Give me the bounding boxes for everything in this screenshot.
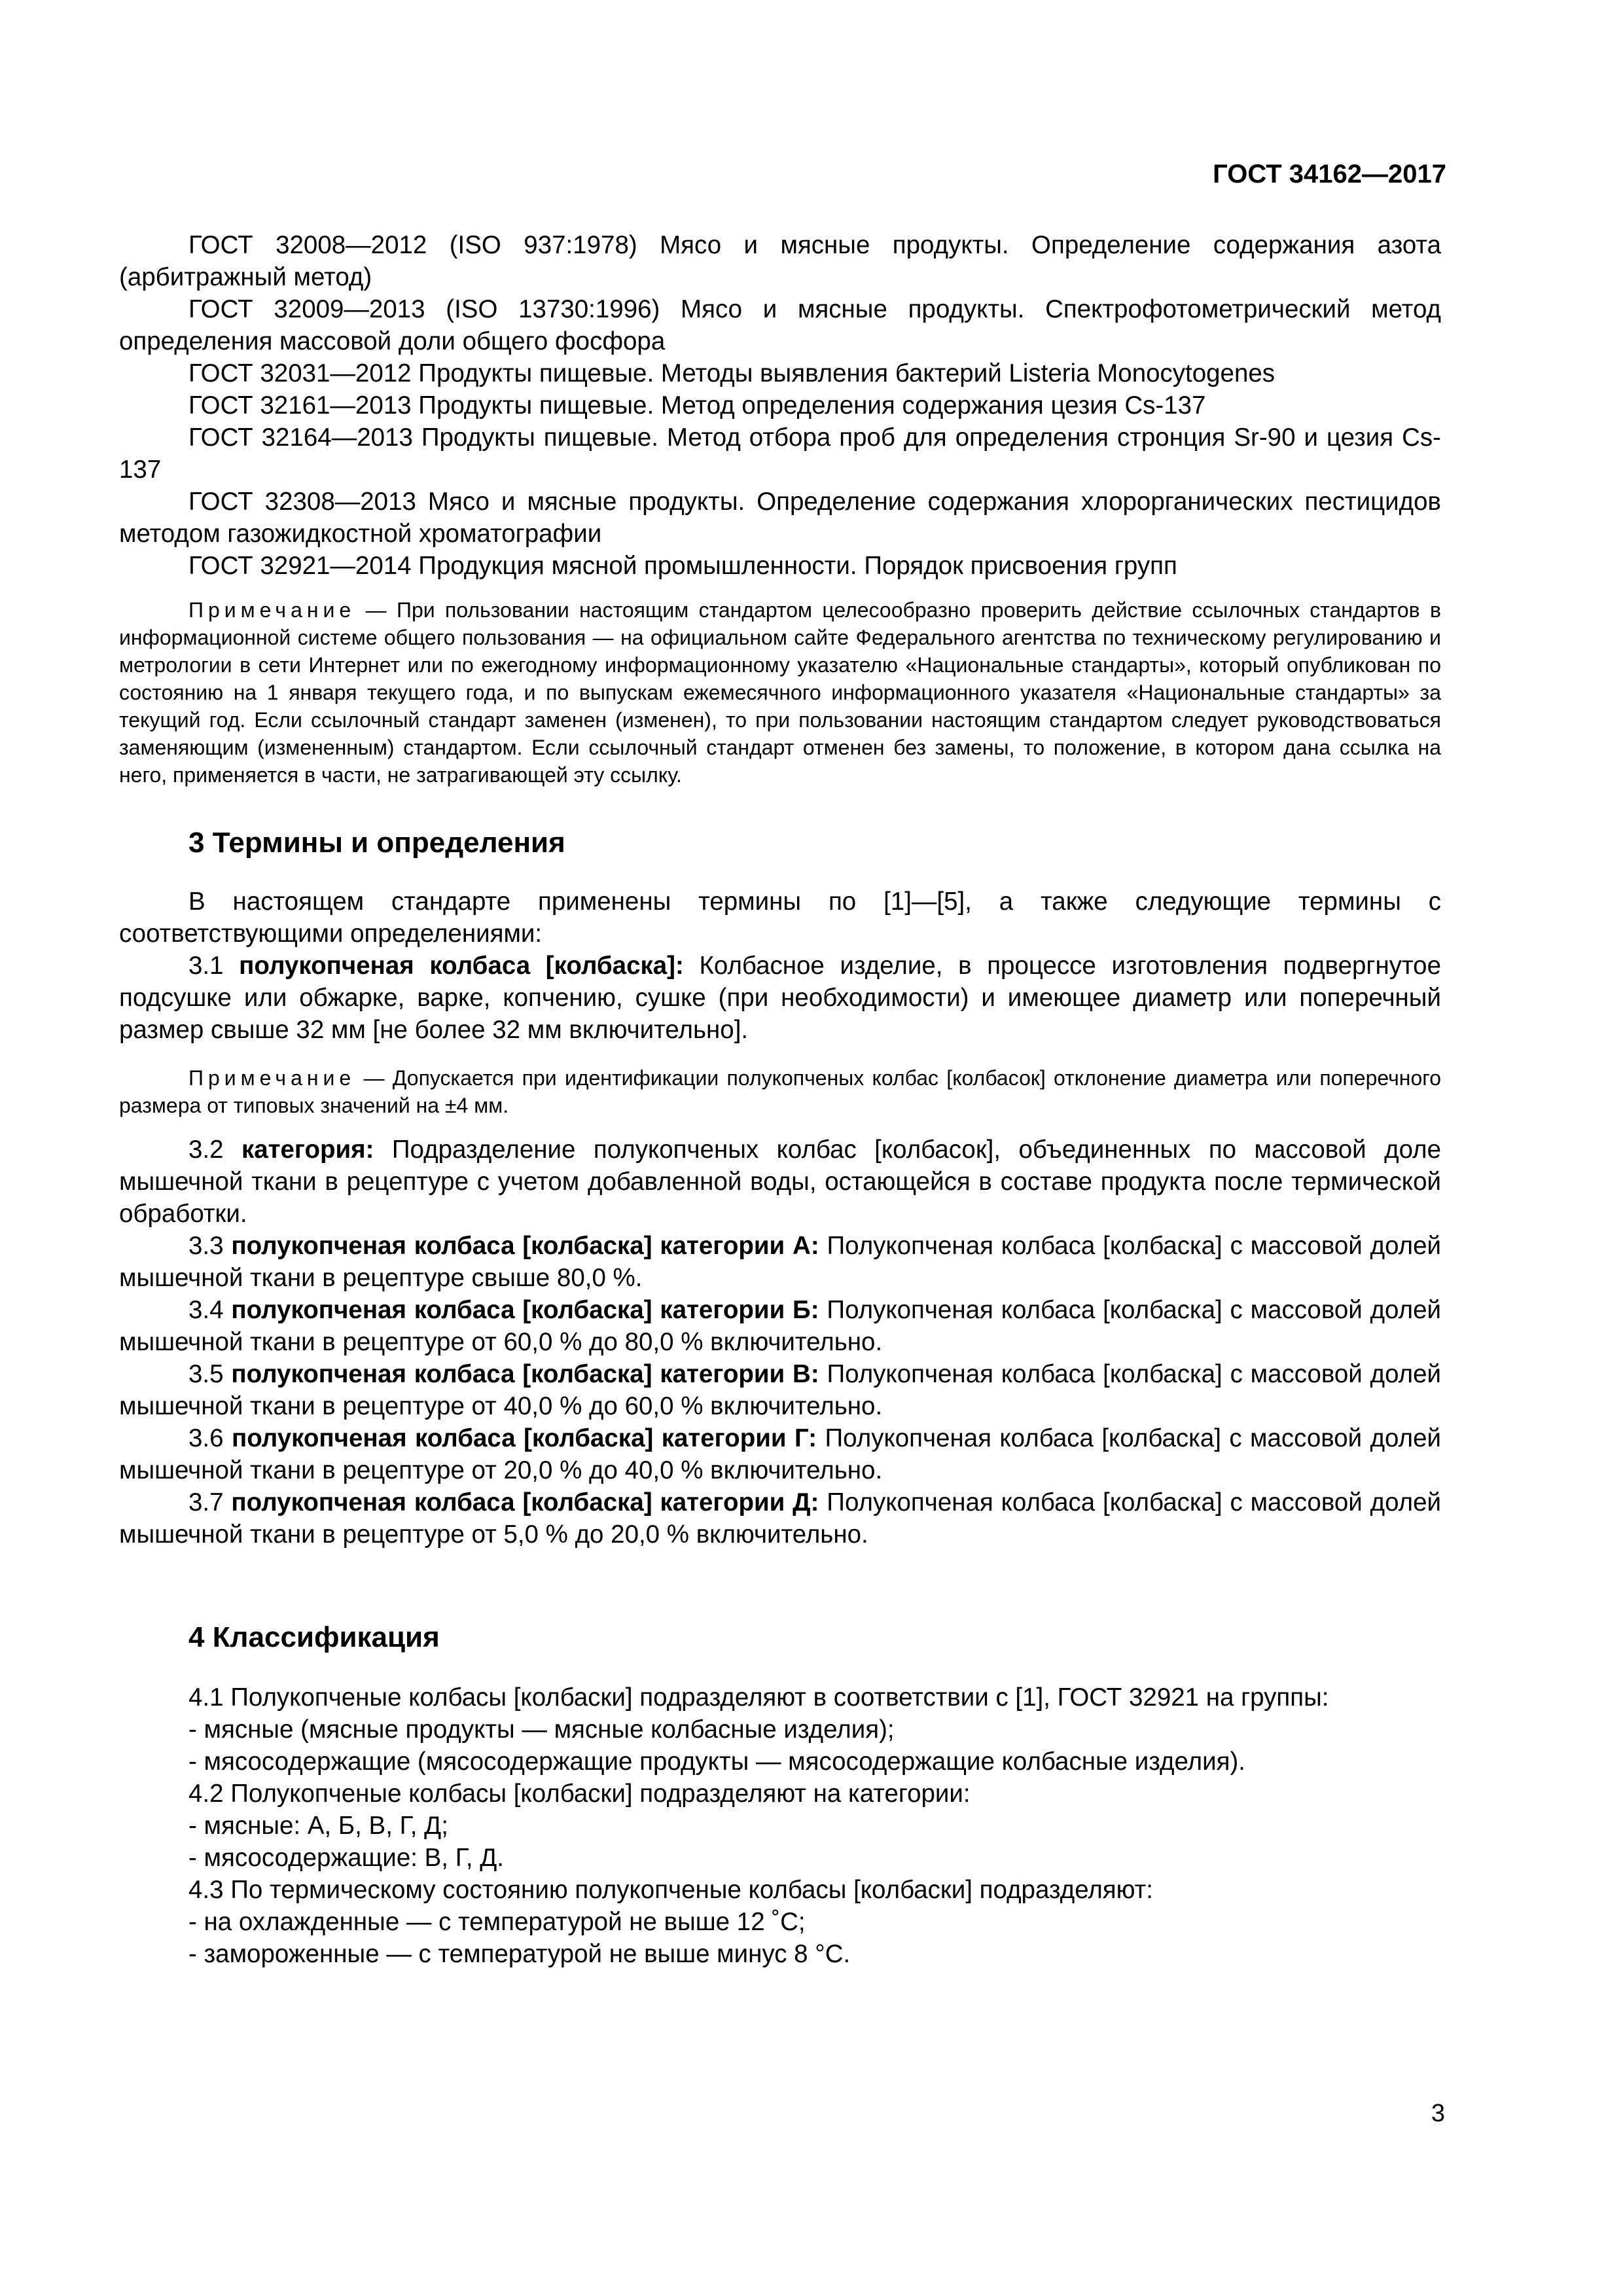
term-number: 3.6 <box>188 1424 224 1452</box>
ref-gost-32009: ГОСТ 32009—2013 (ISO 13730:1996) Мясо и мясные продукты. Спектрофотометрический метод определения массовой доли общего фосфора <box>119 295 1441 355</box>
ref-gost-32161: ГОСТ 32161—2013 Продукты пищевые. Метод определения содержания цезия Cs-137 <box>188 391 1206 420</box>
note-label: Примечание <box>188 1066 356 1090</box>
classification-line: - мясосодержащие (мясосодержащие продукты — мясосодержащие колбасные изделия). <box>188 1748 1245 1776</box>
term-definition: Полукопченая колбаса [колбаска] с массовой долей мышечной ткани в рецептуре от 5,0 % до 20,0 % включительно. <box>119 1488 1442 1549</box>
term-3-2 <box>119 1134 1441 1230</box>
note-references <box>119 596 1441 789</box>
classification-line: - замороженные — с температурой не выше минус 8 °С. <box>188 1940 851 1968</box>
note-label: Примечание <box>188 598 356 622</box>
term-name: категория: <box>241 1136 374 1164</box>
term-name: полукопченая колбаса [колбаска] категории Г: <box>231 1424 817 1452</box>
page-number: 3 <box>1431 2100 1445 2127</box>
term-definition: Подразделение полукопченых колбас [колбасок], объединенных по массовой доле мышечной ткани в рецептуре с учетом добавленной воды, остающейся в составе продукта после термической обработки. <box>119 1136 1442 1228</box>
term-number: 3.7 <box>188 1488 224 1516</box>
classification-line: - на охлажденные — с температурой не выше 12 ˚С; <box>188 1908 806 1936</box>
ref-gost-32308: ГОСТ 32308—2013 Мясо и мясные продукты. Определение содержания хлорорганических пестицидов методом газожидкостной хроматографии <box>119 488 1441 548</box>
term-definition: Полукопченая колбаса [колбаска] с массовой долей мышечной ткани в рецептуре от 60,0 % до 80,0 % включительно. <box>119 1296 1441 1356</box>
term-number: 3.1 <box>188 952 224 980</box>
classification-line: 4.3 По термическому состоянию полукопченые колбасы [колбаски] подразделяют: <box>188 1876 1153 1904</box>
note-term-3-1 <box>119 1064 1441 1119</box>
section-4-heading: 4 Классификация <box>188 1621 440 1653</box>
term-3-5 <box>119 1358 1441 1422</box>
note-text: — При пользовании настоящим стандартом целесообразно проверить действие ссылочных стандартов в информационной системе общего пользования — на официальном сайте Федерального агентства по техническому регулированию и метрологии в сети Интернет или по ежегодному информационному указателю «Национальные стандарты», который опубликован по состоянию на 1 января текущего года, и по выпускам ежемесячного информационного указателя «Национальные стандарты» за текущий год. Если ссылочный стандарт заменен (изменен), то при пользовании настоящим стандартом следует руководствоваться заменяющим (измененным) стандартом. Если ссылочный стандарт отменен без замены, то положение, в котором дана ссылка на него, применяется в части, не затрагивающей эту ссылку. <box>119 598 1442 787</box>
term-name: полукопченая колбаса [колбаска] категории В: <box>231 1360 819 1388</box>
term-definition: Полукопченая колбаса [колбаска] с массовой долей мышечной ткани в рецептуре свыше 80,0 %. <box>119 1232 1442 1292</box>
note-text: — Допускается при идентификации полукопченых колбас [колбасок] отклонение диаметра или поперечного размера от типовых значений на ±4 мм. <box>119 1066 1441 1117</box>
section-3-intro: В настоящем стандарте применены термины по [1]—[5], а также следующие термины с соответствующими определениями: <box>119 888 1441 948</box>
term-name: полукопченая колбаса [колбаска] категории Б: <box>231 1296 819 1324</box>
term-number: 3.2 <box>188 1136 224 1164</box>
term-number: 3.5 <box>188 1360 224 1388</box>
classification-line: 4.1 Полукопченые колбасы [колбаски] подразделяют в соответствии с [1], ГОСТ 32921 на группы: <box>188 1683 1329 1712</box>
ref-gost-32031: ГОСТ 32031—2012 Продукты пищевые. Методы выявления бактерий Listeria Monocytogenes <box>188 359 1275 387</box>
term-3-4 <box>119 1294 1441 1358</box>
classification-line: - мясные (мясные продукты — мясные колбасные изделия); <box>188 1715 895 1744</box>
term-number: 3.3 <box>188 1232 224 1260</box>
section-3-heading: 3 Термины и определения <box>188 827 565 859</box>
classification-line: - мясные: А, Б, В, Г, Д; <box>188 1812 448 1840</box>
document-code-header: ГОСТ 34162—2017 <box>1213 160 1446 188</box>
classification-line: 4.2 Полукопченые колбасы [колбаски] подразделяют на категории: <box>188 1780 971 1808</box>
term-definition: Полукопченая колбаса [колбаска] с массовой долей мышечной ткани в рецептуре от 20,0 % до 40,0 % включительно. <box>119 1424 1441 1484</box>
term-name: полукопченая колбаса [колбаска] категории Д: <box>231 1488 819 1516</box>
term-3-7 <box>119 1486 1441 1551</box>
term-3-3 <box>119 1230 1441 1294</box>
term-number: 3.4 <box>188 1296 224 1324</box>
page-content <box>119 229 1441 1970</box>
term-name: полукопченая колбаса [колбаска] категории А: <box>231 1232 819 1260</box>
term-name: полукопченая колбаса [колбаска]: <box>239 952 684 980</box>
term-3-6 <box>119 1422 1441 1486</box>
term-3-1 <box>119 950 1441 1046</box>
ref-gost-32921: ГОСТ 32921—2014 Продукция мясной промышленности. Порядок присвоения групп <box>188 552 1177 580</box>
ref-gost-32164: ГОСТ 32164—2013 Продукты пищевые. Метод отбора проб для определения стронция Sr-90 и цезия Cs-137 <box>119 423 1441 484</box>
ref-gost-32008: ГОСТ 32008—2012 (ISO 937:1978) Мясо и мясные продукты. Определение содержания азота (арбитражный метод) <box>119 231 1441 291</box>
term-definition: Полукопченая колбаса [колбаска] с массовой долей мышечной ткани в рецептуре от 40,0 % до 60,0 % включительно. <box>119 1360 1442 1420</box>
term-definition: Колбасное изделие, в процессе изготовления подвергнутое подсушке или обжарке, варке, копчению, сушке (при необходимости) и имеющее диаметр или поперечный размер свыше 32 мм [не более 32 мм включительно]. <box>119 952 1441 1044</box>
classification-line: - мясосодержащие: В, Г, Д. <box>188 1844 505 1872</box>
